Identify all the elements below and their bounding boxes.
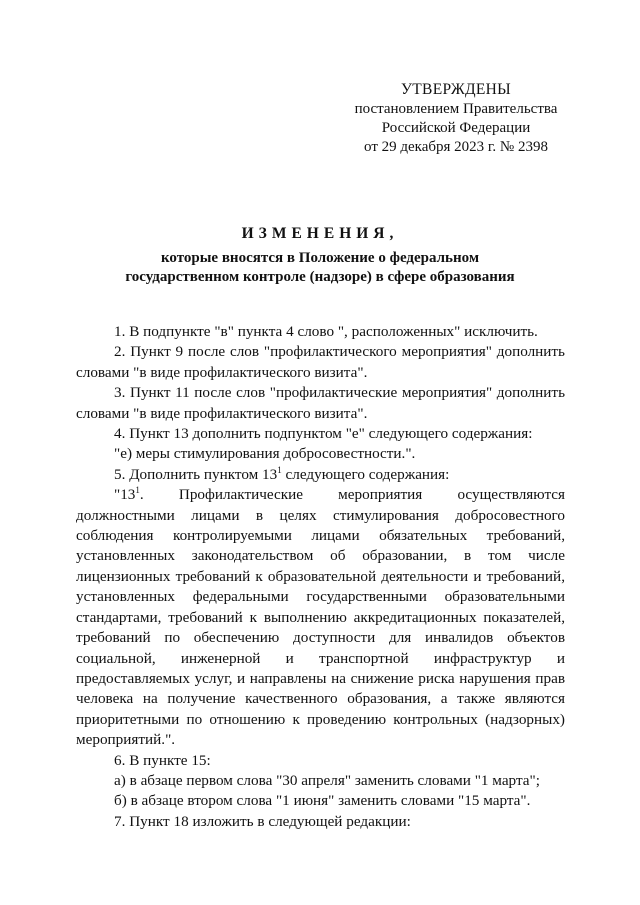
item-6-b: б) в абзаце втором слова "1 июня" заменить словами "15 марта". [114,792,531,810]
approval-line-1: постановлением Правительства [354,101,558,117]
item-4-quote: "е) меры стимулирования добросовестности.". [114,445,416,463]
approval-line-2: Российской Федерации [381,120,531,136]
subtitle-line-2: государственном контроле (надзоре) в сфере образования [125,269,515,285]
document-title: ИЗМЕНЕНИЯ, [241,225,399,242]
item-5-quote-start: "13 [114,486,136,504]
approval-heading: УТВЕРЖДЕНЫ [401,81,511,98]
item-7: 7. Пункт 18 изложить в следующей редакции: [114,812,411,830]
item-4: 4. Пункт 13 дополнить подпунктом "е" следующего содержания: [114,425,533,443]
item-5-quote [76,485,565,750]
approval-line-3: от 29 декабря 2023 г. № 2398 [364,139,548,155]
item-5-quote-text: . Профилактические мероприятия осуществляются должностными лицами в целях стимулирования добросовестного соблюдения контролируемыми лицами обязательных требований, установленных законодательством об образовании, в том числе лицензионных требований к образовательной деятельности и требований, установленных федеральными государственными образовательными стандартами, требований к выполнению аккредитационных показателей, требований по обеспечению доступности для инвалидов объектов социальной, инженерной и транспортной инфраструктур и предоставляемых услуг, и направлены на снижение риска нарушения прав человека на получение качественного образования, а также являются приоритетными по отношению к проведению контрольных (надзорных) мероприятий.". [76,486,565,749]
document-subtitle [60,249,580,287]
item-5-quote-superscript: 1 [135,485,140,496]
item-5 [76,465,565,485]
item-6: 6. В пункте 15: [114,751,211,769]
item-3: 3. Пункт 11 после слов "профилактические мероприятия" дополнить словами "в виде профилактического визита". [76,384,565,422]
approval-block [336,80,576,157]
item-6-a: а) в абзаце первом слова "30 апреля" заменить словами "1 марта"; [114,771,540,789]
item-1: 1. В подпункте "в" пункта 4 слово ", расположенных" исключить. [114,323,538,340]
subtitle-line-1: которые вносятся в Положение о федеральном [160,250,480,266]
item-5-text-b: следующего содержания: [281,465,450,483]
item-2: 2. Пункт 9 после слов "профилактического мероприятия" дополнить словами "в виде профилактического визита". [76,343,565,381]
item-5-text-a: 5. Дополнить пунктом 13 [114,465,278,483]
item-5-superscript: 1 [277,464,282,475]
document-body [76,322,565,832]
